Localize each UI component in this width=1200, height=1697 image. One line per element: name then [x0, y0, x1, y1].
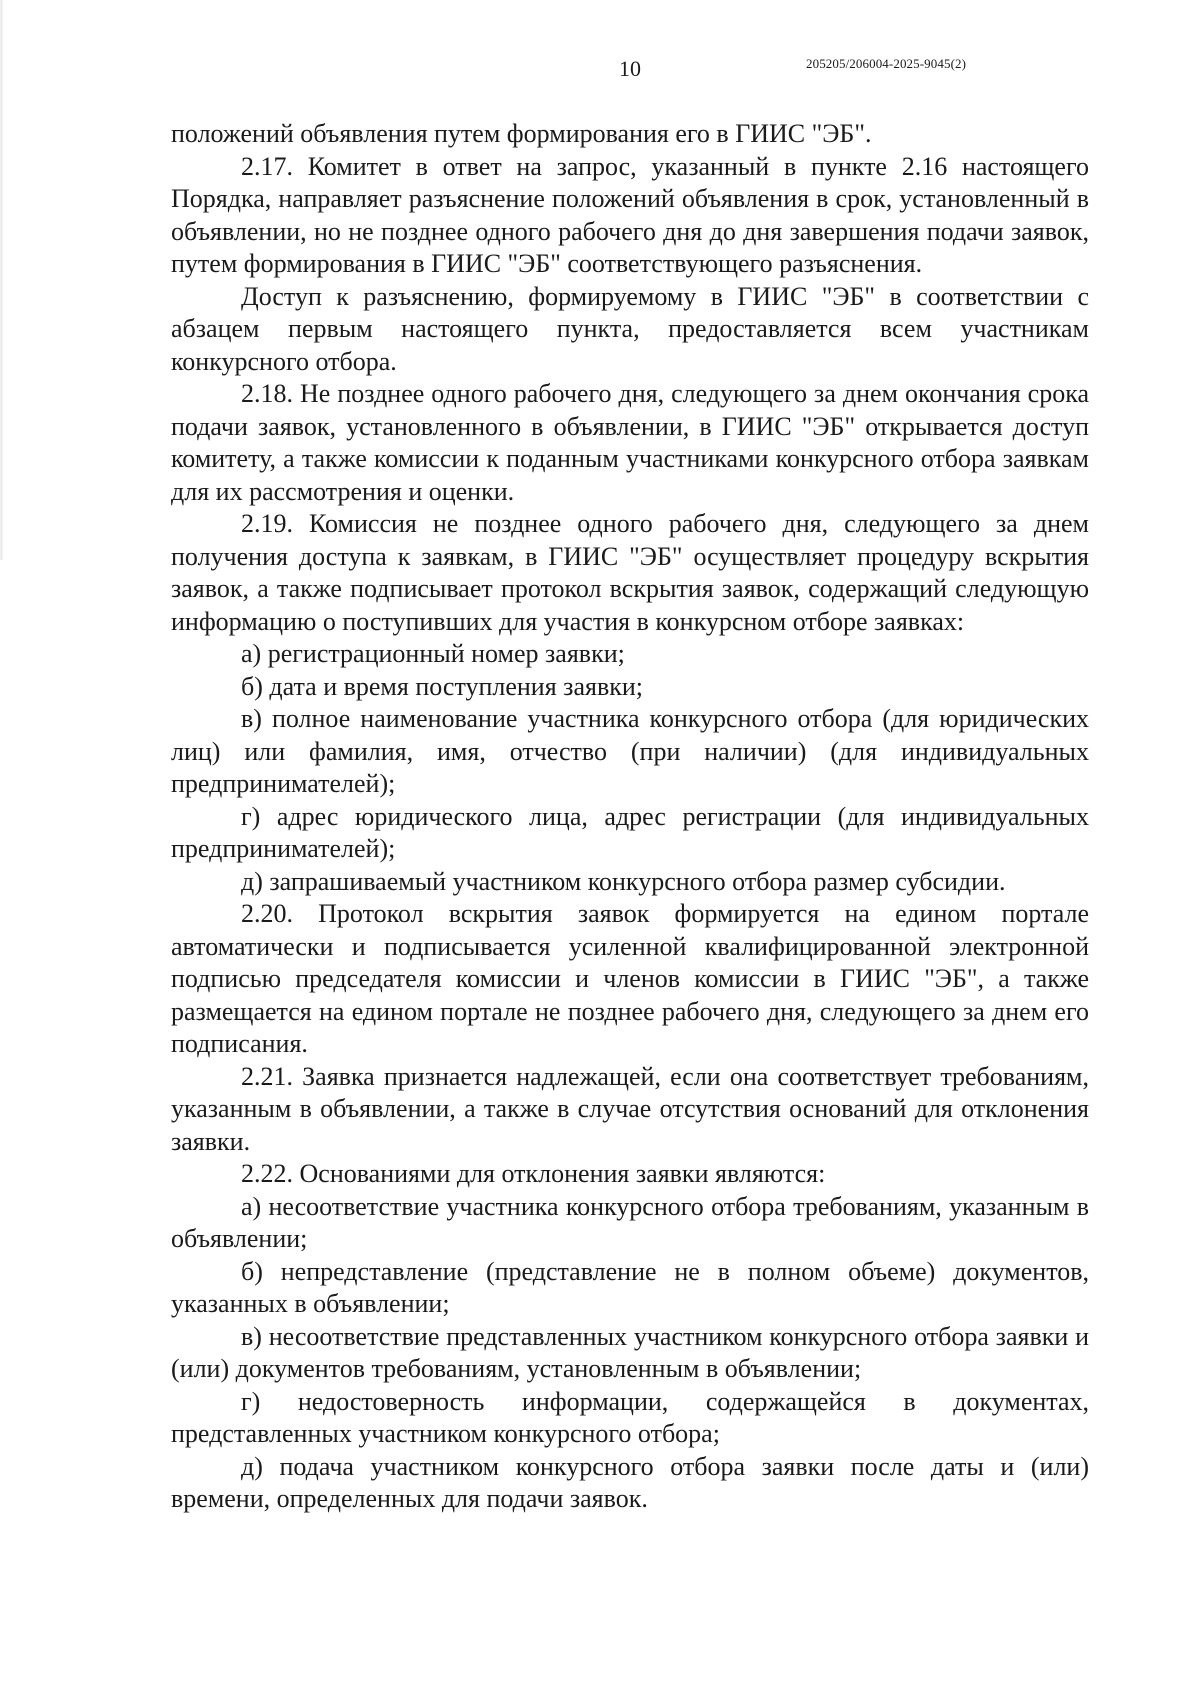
list-item-2-19-d: д) запрашиваемый участником конкурсного отбора размер субсидии. — [241, 866, 1006, 896]
paragraph-continuation: положений объявления путем формирования его в ГИИС "ЭБ". — [171, 119, 872, 148]
list-item-2-22-a: а) несоответствие участника конкурсного отбора требованиям, указанным в объявлении; — [171, 1191, 1089, 1253]
document-code: 205205/206004-2025-9045(2) — [806, 56, 967, 71]
list-item-2-22-b: б) непредставление (представление не в полном объеме) документов, указанных в объявлении; — [171, 1256, 1089, 1318]
page-number: 10 — [619, 56, 641, 81]
list-item-2-22-d: д) подача участником конкурсного отбора заявки после даты и (или) времени, определенных для подачи заявок. — [171, 1451, 1089, 1513]
list-item-2-22-g: г) недостоверность информации, содержащейся в документах, представленных участником конкурсного отбора; — [171, 1386, 1089, 1448]
list-item-2-22-v: в) несоответствие представленных участником конкурсного отбора заявки и (или) документов требованиям, установленным в объявлении; — [171, 1321, 1089, 1383]
paragraph-2-20: 2.20. Протокол вскрытия заявок формируется на едином портале автоматически и подписывается усиленной квалифицированной электронной подписью председателя комиссии и членов комиссии в ГИИС "ЭБ", а также размещается на едином портале не позднее рабочего дня, следующего за днем его подписания. — [171, 899, 1089, 1058]
document-body — [171, 118, 1089, 1516]
scan-edge-mark — [0, 0, 3, 560]
paragraph-2-17: 2.17. Комитет в ответ на запрос, указанный в пункте 2.16 настоящего Порядка, направляет разъяснение положений объявления в срок, установленный в объявлении, но не позднее одного рабочего дня до дня завершения подачи заявок, путем формирования в ГИИС "ЭБ" соответствующего разъяснения. — [171, 151, 1089, 278]
list-item-2-19-g: г) адрес юридического лица, адрес регистрации (для индивидуальных предпринимателей); — [171, 801, 1089, 863]
paragraph-2-19: 2.19. Комиссия не позднее одного рабочего дня, следующего за днем получения доступа к заявкам, в ГИИС "ЭБ" осуществляет процедуру вскрытия заявок, а также подписывает протокол вскрытия заявок, содержащий следующую информацию о поступивших для участия в конкурсном отборе заявках: — [171, 509, 1089, 636]
paragraph-2-22: 2.22. Основаниями для отклонения заявки являются: — [241, 1159, 826, 1188]
paragraph-2-17-access: Доступ к разъяснению, формируемому в ГИИС "ЭБ" в соответствии с абзацем первым настоящего пункта, предоставляется всем участникам конкурсного отбора. — [171, 281, 1089, 376]
paragraph-2-18: 2.18. Не позднее одного рабочего дня, следующего за днем окончания срока подачи заявок, установленного в объявлении, в ГИИС "ЭБ" открывается доступ комитету, а также комиссии к поданным участниками конкурсного отбора заявкам для их рассмотрения и оценки. — [171, 379, 1089, 506]
list-item-2-19-v: в) полное наименование участника конкурсного отбора (для юридических лиц) или фамилия, имя, отчество (при наличии) (для индивидуальных предпринимателей); — [171, 704, 1089, 798]
paragraph-2-21: 2.21. Заявка признается надлежащей, если она соответствует требованиям, указанным в объявлении, а также в случае отсутствия оснований для отклонения заявки. — [171, 1061, 1089, 1156]
list-item-2-19-a: а) регистрационный номер заявки; — [241, 639, 625, 668]
list-item-2-19-b: б) дата и время поступления заявки; — [241, 671, 643, 701]
